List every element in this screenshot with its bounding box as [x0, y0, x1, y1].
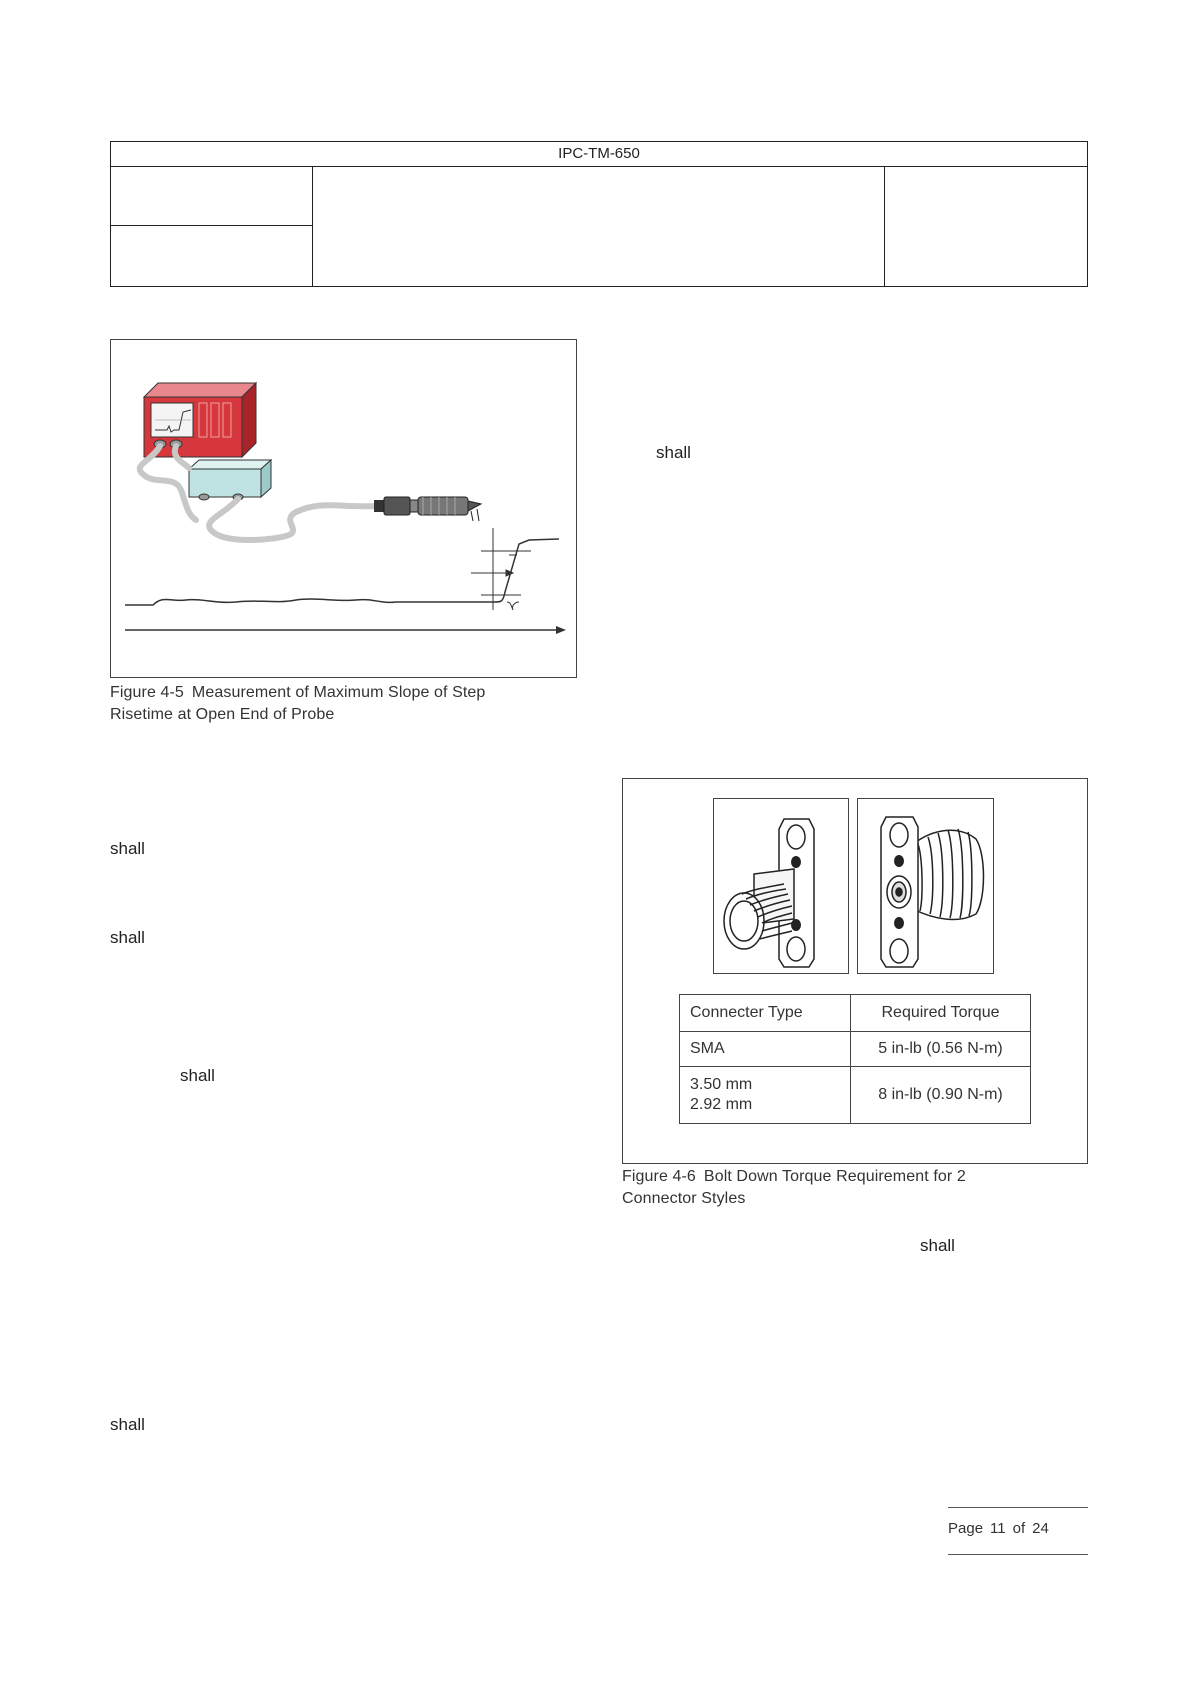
connector-type-cell — [680, 1067, 851, 1124]
figure-4-5-frame — [110, 339, 577, 678]
body-word-shall: shall — [110, 1415, 145, 1434]
connector-front-image — [713, 798, 849, 974]
connector-type-cell: SMA — [680, 1032, 851, 1067]
torque-table — [679, 994, 1031, 1124]
page-of-label: of — [1012, 1520, 1026, 1537]
required-torque-cell: 8 in-lb (0.90 N-m) — [851, 1067, 1031, 1124]
figure-4-5-number: Figure 4-5 — [110, 684, 184, 701]
figure-4-6-caption-line2: Connector Styles — [622, 1190, 746, 1207]
header-title: IPC-TM-650 — [111, 142, 1087, 167]
header-cell-subject — [313, 166, 885, 286]
torque-table-header: Required Torque — [851, 995, 1031, 1032]
body-word-shall: shall — [110, 928, 145, 947]
figure-4-5-caption-line1: Measurement of Maximum Slope of Step — [191, 684, 486, 701]
figure-4-6-caption — [622, 1166, 966, 1210]
page-total: 24 — [1032, 1520, 1049, 1537]
body-word-shall: shall — [656, 443, 691, 462]
body-word-shall: shall — [920, 1236, 955, 1255]
page-number-rule-bottom — [948, 1554, 1088, 1555]
connector-type-line: 2.92 mm — [690, 1096, 753, 1113]
connector-front-icon — [714, 799, 847, 972]
page-number — [948, 1520, 1056, 1537]
header-cell-date — [885, 166, 1087, 286]
body-word-shall: shall — [110, 839, 145, 858]
connector-rear-icon — [858, 799, 992, 972]
figure-4-6-caption-line1: Bolt Down Torque Requirement for 2 — [703, 1168, 966, 1185]
time-axis — [125, 626, 566, 634]
connector-type-line: 3.50 mm — [690, 1076, 753, 1093]
page-label: Page — [948, 1520, 984, 1537]
page-number-rule-top — [948, 1507, 1088, 1508]
table-row — [680, 1032, 1031, 1067]
figure-4-6-frame — [622, 778, 1088, 1164]
page-current: 11 — [990, 1520, 1006, 1537]
tdr-setup-illustration — [111, 340, 575, 676]
body-word-shall: shall — [180, 1066, 215, 1085]
table-row — [680, 1067, 1031, 1124]
header-cell-revision — [111, 226, 313, 286]
probe-icon — [374, 497, 481, 521]
header-cell-number — [111, 166, 313, 226]
risetime-markers — [471, 528, 531, 610]
connector-rear-image — [857, 798, 994, 974]
figure-4-6-number: Figure 4-6 — [622, 1168, 696, 1185]
torque-table-header: Connecter Type — [680, 995, 851, 1032]
torque-table-header-row — [680, 995, 1031, 1032]
required-torque-cell: 5 in-lb (0.56 N-m) — [851, 1032, 1031, 1067]
header-table — [110, 141, 1088, 287]
sampling-module-icon — [189, 460, 271, 500]
figure-4-5-caption — [110, 682, 485, 726]
figure-4-5-caption-line2: Risetime at Open End of Probe — [110, 706, 335, 723]
